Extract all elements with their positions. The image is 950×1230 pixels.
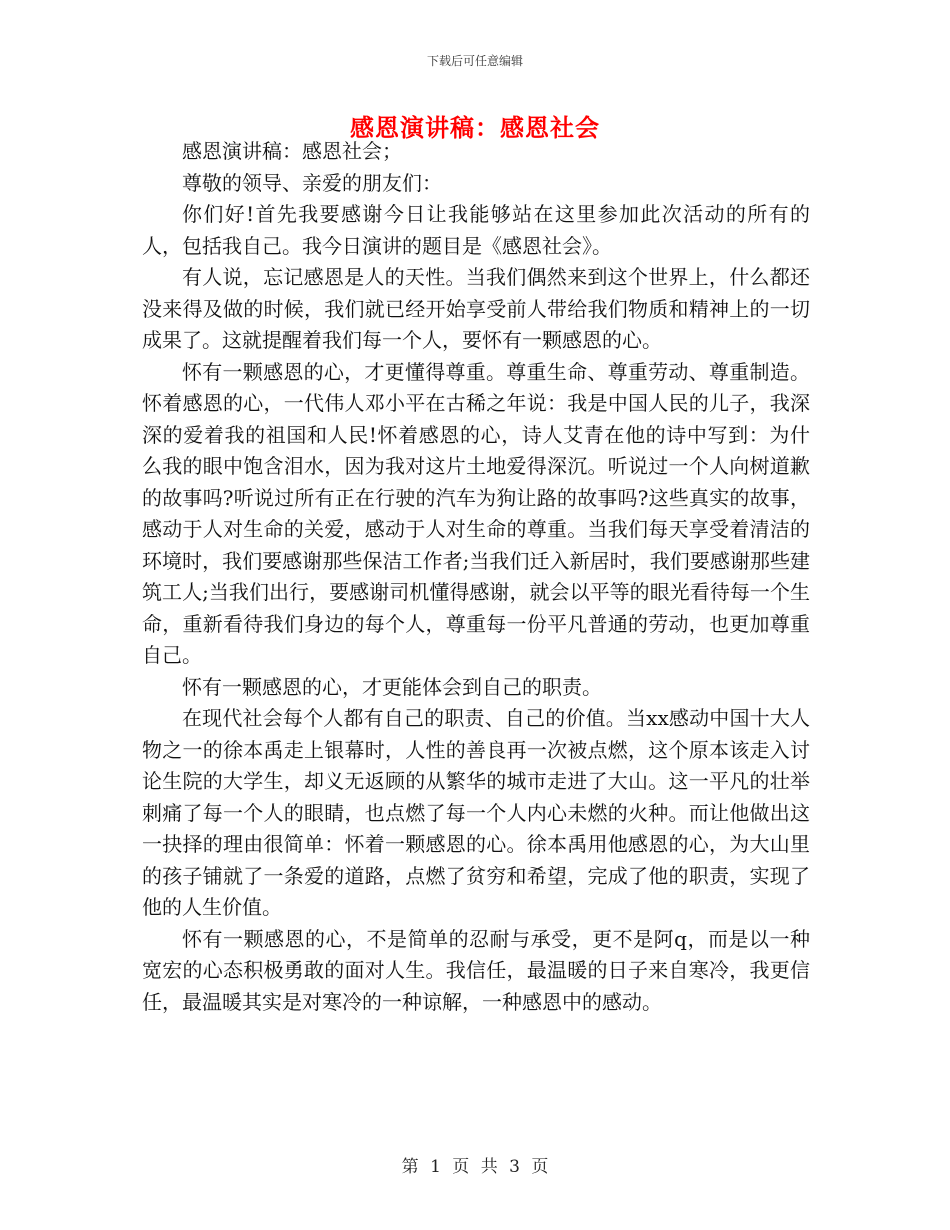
- paragraph-subject: 感恩演讲稿：感恩社会；: [182, 139, 402, 163]
- page-footer: [0, 1152, 950, 1177]
- footer-current-page: 1: [430, 1157, 441, 1177]
- paragraph-respect: 怀有一颗感恩的心，才更懂得尊重。尊重生命、尊重劳动、尊重制造。怀着感恩的心，一代伟人邓小平在古稀之年说：我是中国人民的儿子，我深深的爱着我的祖国和人民!怀着感恩的心，诗人艾青在他的诗中写到：为什么我的眼中饱含泪水，因为我对这片土地爱得深沉。听说过一个人向树道歉的故事吗?听说过所有正在行驶的汽车为狗让路的故事吗?这些真实的故事，感动于人对生命的关爱，感动于人对生命的尊重。当我们每天享受着清洁的环境时，我们要感谢那些保洁工作者;当我们迁入新居时，我们要感谢那些建筑工人;当我们出行，要感谢司机懂得感谢，就会以平等的眼光看待每一个生命，重新看待我们身边的每个人，尊重每一份平凡普通的劳动，也更加尊重自己。: [142, 359, 810, 667]
- document-body: [142, 136, 810, 1018]
- footer-page-label: 页: [452, 1157, 470, 1177]
- paragraph-opening: 你们好!首先我要感谢今日让我能够站在这里参加此次活动的所有的人，包括我自己。我今日演讲的题目是《感恩社会》。: [142, 202, 810, 258]
- document-title: 感恩演讲稿：感恩社会: [350, 113, 600, 142]
- paragraph-attitude: 怀有一颗感恩的心，不是简单的忍耐与承受，更不是阿q，而是以一种宽宏的心态积极勇敢的面对人生。我信任，最温暖的日子来自寒冷，我更信任，最温暖其实是对寒冷的一种谅解，一种感恩中的感动。: [142, 926, 810, 1014]
- paragraph-greeting: 尊敬的领导、亲爱的朋友们：: [182, 170, 442, 195]
- header-note: 下载后可任意编辑: [426, 54, 523, 68]
- paragraph-modern-society: 在现代社会每个人都有自己的职责、自己的价值。当xx感动中国十大人物之一的徐本禹走上银幕时，人性的善良再一次被点燃，这个原本该走入讨论生院的大学生，却义无返顾的从繁华的城市走进了大山。这一平凡的壮举刺痛了每一个人的眼睛，也点燃了每一个人内心未燃的火种。而让他做出这一抉择的理由很简单：怀着一颗感恩的心。徐本禹用他感恩的心，为大山里的孩子铺就了一条爱的道路，点燃了贫穷和希望，完成了他的职责，实现了他的人生价值。: [142, 706, 810, 919]
- footer-total-prefix: 共: [480, 1157, 498, 1177]
- paragraph-gratitude-nature: 有人说，忘记感恩是人的天性。当我们偶然来到这个世界上，什么都还没来得及做的时候，我们就已经开始享受前人带给我们物质和精神上的一切成果了。这就提醒着我们每一个人，要怀有一颗感恩的心。: [142, 265, 810, 352]
- paragraph-responsibility: 怀有一颗感恩的心，才更能体会到自己的职责。: [182, 674, 602, 699]
- footer-prefix: 第: [401, 1157, 419, 1177]
- footer-suffix: 页: [531, 1157, 549, 1177]
- footer-total-pages: 3: [509, 1157, 520, 1177]
